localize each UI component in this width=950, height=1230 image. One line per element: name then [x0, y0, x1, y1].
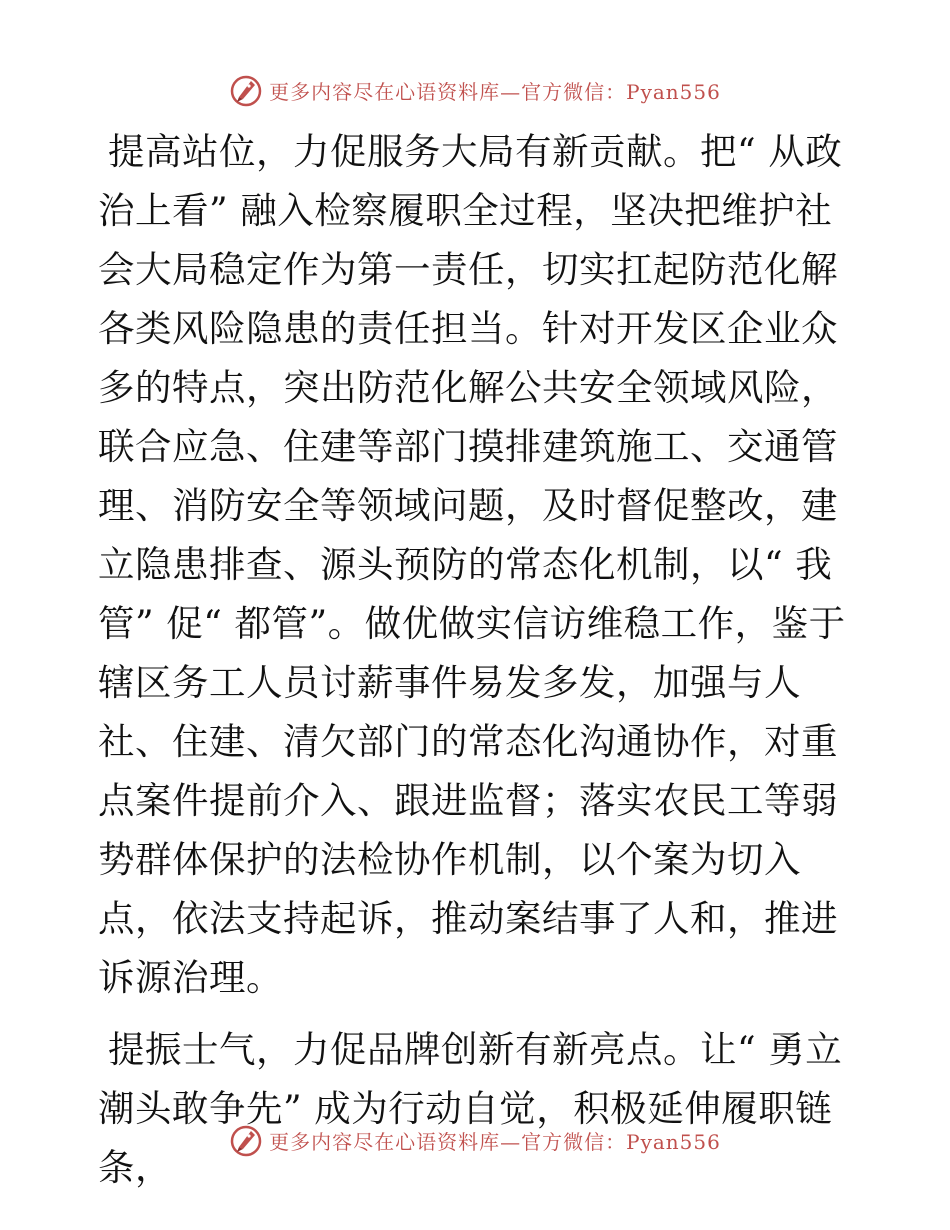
pen-nib-logo-icon [229, 73, 263, 107]
paragraph: 提高站位，力促服务大局有新贡献。把“ 从政治上看” 融入检察履职全过程，坚决把维护社会大局稳定作为第一责任，切实扛起防范化解各类风险隐患的责任担当。针对开发区企业众多的特点，突出防范化解公共安全领域风险，联合应急、住建等部门摸排建筑施工、交通管理、消防安全等领域问题，及时督促整改，建立隐患排查、源头预防的常态化机制，以“ 我管” 促“ 都管”。做优做实信访维稳工作，鉴于辖区务工人员讨薪事件易发多发，加强与人社、住建、清欠部门的常态化沟通协作，对重点案件提前介入、跟进监督；落实农民工等弱势群体保护的法检协作机制，以个案为切入点，依法支持起诉，推动案结事了人和，推进诉源治理。 [98, 130, 846, 999]
footer-banner [0, 1120, 950, 1160]
banner-text: 更多内容尽在心语资料库—官方微信：Pyan556 [269, 1129, 721, 1154]
header-banner [0, 70, 950, 110]
banner-text: 更多内容尽在心语资料库—官方微信：Pyan556 [269, 79, 721, 104]
paragraph: 提振士气，力促品牌创新有新亮点。让“ 勇立潮头敢争先” 成为行动自觉，积极延伸履职链条， [98, 1028, 843, 1189]
pen-nib-logo-icon [229, 1123, 263, 1157]
document-body [98, 122, 853, 1197]
